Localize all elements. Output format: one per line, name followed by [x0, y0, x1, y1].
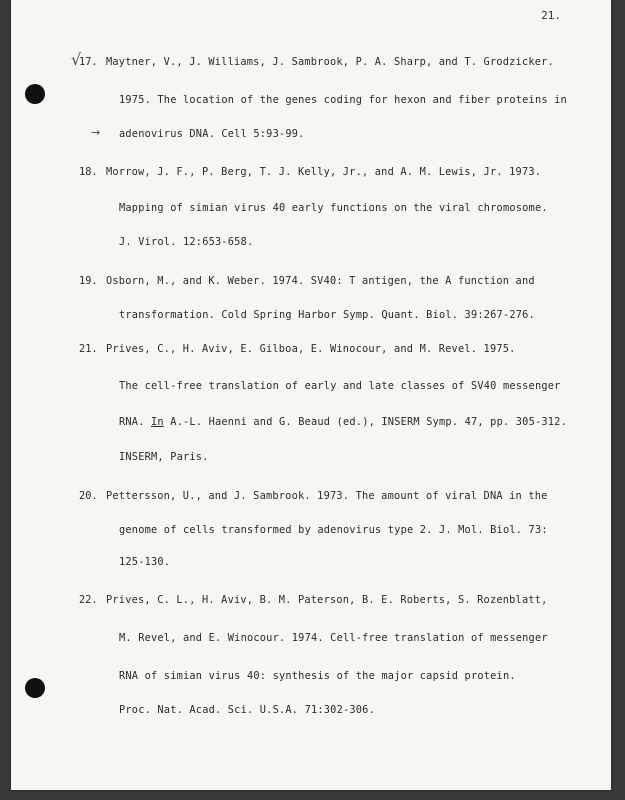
punch-hole-bottom	[25, 678, 45, 698]
ref-21-rna-prefix: RNA.	[119, 416, 151, 428]
punch-hole-top	[25, 84, 45, 104]
document-page	[11, 0, 611, 790]
ref-20-line-3: 125-130.	[119, 556, 171, 568]
ref-19-line-2: transformation. Cold Spring Harbor Symp. Quant. Biol. 39:267-276.	[119, 309, 535, 321]
ref-22-line-1: Prives, C. L., H. Aviv, B. M. Paterson, B. E. Roberts, S. Rozenblatt,	[106, 594, 548, 606]
page-number: 21.	[541, 9, 561, 22]
check-mark: √	[71, 50, 82, 69]
arrow-mark: →	[91, 126, 101, 139]
ref-17-line-2: 1975. The location of the genes coding for hexon and fiber proteins in	[119, 94, 567, 106]
ref-22-line-2: M. Revel, and E. Winocour. 1974. Cell-free translation of messenger	[119, 632, 548, 644]
ref-17-line-3: adenovirus DNA. Cell 5:93-99.	[119, 128, 305, 140]
ref-22-line-3: RNA of simian virus 40: synthesis of the major capsid protein.	[119, 670, 516, 682]
ref-18-line-1: Morrow, J. F., P. Berg, T. J. Kelly, Jr., and A. M. Lewis, Jr. 1973.	[106, 166, 542, 178]
ref-22-number: 22.	[79, 594, 98, 606]
ref-21-line-1: Prives, C., H. Aviv, E. Gilboa, E. Winocour, and M. Revel. 1975.	[106, 343, 516, 355]
ref-22-line-4: Proc. Nat. Acad. Sci. U.S.A. 71:302-306.	[119, 704, 375, 716]
ref-18-number: 18.	[79, 166, 98, 178]
ref-21-number: 21.	[79, 343, 98, 355]
ref-19-number: 19.	[79, 275, 98, 287]
ref-20-number: 20.	[79, 490, 98, 502]
ref-17-line-1: Maytner, V., J. Williams, J. Sambrook, P. A. Sharp, and T. Grodzicker.	[106, 56, 554, 68]
ref-18-line-2: Mapping of simian virus 40 early functions on the viral chromosome.	[119, 202, 548, 214]
ref-21-line-3	[119, 416, 567, 428]
ref-21-line-3-text: A.-L. Haenni and G. Beaud (ed.), INSERM Symp. 47, pp. 305-312.	[170, 416, 567, 428]
ref-19-line-1: Osborn, M., and K. Weber. 1974. SV40: T antigen, the A function and	[106, 275, 535, 287]
ref-18-line-3: J. Virol. 12:653-658.	[119, 236, 254, 248]
ref-21-line-2: The cell-free translation of early and late classes of SV40 messenger	[119, 380, 561, 392]
ref-20-line-1: Pettersson, U., and J. Sambrook. 1973. The amount of viral DNA in the	[106, 490, 548, 502]
ref-20-line-2: genome of cells transformed by adenovirus type 2. J. Mol. Biol. 73:	[119, 524, 548, 536]
ref-21-line-4: INSERM, Paris.	[119, 451, 209, 463]
ref-17-number: 17.	[79, 56, 98, 68]
ref-21-in-underlined: In	[151, 416, 164, 428]
